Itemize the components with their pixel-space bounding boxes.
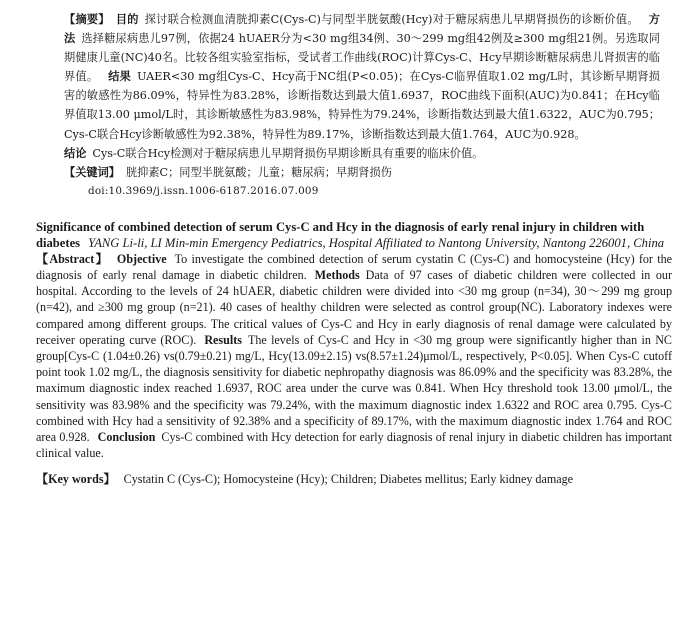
en-conclusion-text: Cys-C combined with Hcy detection for early diagnosis of renal injury in diabetic children has important clinical value.	[36, 430, 672, 461]
en-keywords	[36, 471, 672, 487]
english-title: Significance of combined detection of serum Cys-C and Hcy in the diagnosis of early renal injury in children with diabetes	[36, 219, 645, 250]
cn-objective-text: 探讨联合检测血清胱抑素C(Cys-C)与同型半胱氨酸(Hcy)对于糖尿病患儿早期肾损伤的诊断价值。	[144, 13, 639, 26]
cn-keywords-label: 【关键词】	[64, 165, 120, 179]
chinese-abstract	[64, 10, 660, 182]
en-results-text: The levels of Cys-C and Hcy in <30 mg group were significantly higher than in NC group[Cys-C (1.04±0.26) vs(0.79±0.21) mg/L, Hcy(13.09±2.15) vs(8.57±1.24)μmol/L, respectively, P<0.05]. When Cys-C cutoff point took 1.02 mg/L, the diagnosis sensitivity for diabetic nephropathy diagnosis was 86.09% and the specificity was 83.28%, the maximum diagnostic index reached 1.6937, ROC area under the curve was 0.841. When Hcy threshold took 13.00 μmol/L, the sensitivity was 83.98% and the specificity was 79.24%, with the maximum diagnostic index 1.6322 and ROC area 0.795. Cys-C combined with Hcy had a sensitivity of 92.38% and a specificity of 89.17%, with the maximum diagnostic index 1.764 and ROC area 0.928.	[36, 332, 673, 445]
english-abstract	[36, 251, 672, 488]
cn-objective-label: 目的	[115, 13, 139, 26]
en-methods-label: Methods	[314, 268, 360, 283]
en-conclusion-label: Conclusion	[97, 430, 156, 445]
en-keywords-text: Cystatin C (Cys-C); Homocysteine (Hcy); Children; Diabetes mellitus; Early kidney damage	[123, 472, 574, 487]
english-title-block	[36, 219, 672, 251]
en-abstract-label: 【Abstract】	[36, 251, 109, 266]
en-keywords-label: 【Key words】	[36, 472, 116, 487]
en-objective-label: Objective	[116, 251, 167, 266]
cn-methods-text: 选择糖尿病患儿97例，依据24 hUAER分为<30 mg组34例、30～299 mg组42例及≥300 mg组21例。另选取同期健康儿童(NC)40名。比较各组实验室指标，受试者工作曲线(ROC)计算Cys-C、Hcy早期诊断糖尿病患儿肾损害的临界值。	[64, 32, 660, 84]
cn-keywords-text: 胱抑素C；同型半胱氨酸；儿童；糖尿病；早期肾损伤	[125, 165, 392, 179]
en-objective-text: To investigate the combined detection of serum cystatin C (Cys-C) and homocysteine (Hcy) for the diagnosis of early renal damage in diabetic children.	[36, 251, 672, 283]
cn-results-label: 结果	[108, 70, 132, 84]
cn-conclusion-text: Cys-C联合Hcy检测对于糖尿病患儿早期肾损伤早期诊断具有重要的临床价值。	[92, 146, 484, 160]
cn-abstract-label: 【摘要】	[64, 13, 110, 26]
cn-conclusion-label: 结论	[64, 146, 87, 160]
english-authors: YANG Li-li, LI Min-min Emergency Pediatrics, Hospital Affiliated to Nantong University, Nantong 226001, China	[88, 235, 665, 250]
doi: doi:10.3969/j.issn.1006-6187.2016.07.009	[88, 184, 319, 197]
cn-methods-label: 方法	[64, 13, 660, 46]
en-results-label: Results	[204, 332, 242, 347]
en-methods-text: Data of 97 cases of diabetic children were collected in our hospital. According to the levels of 24 hUAER, diabetic children were divided into <30 mg group (n=34), 30～299 mg group (n=42), and ≥300 mg group (n=21). 40 cases of healthy children were selected as control group(NC). Laboratory indexes were compared among different groups. The critical values of Cys-C and Hcy in early diagnosis of renal damage were calculated by receiver operating curve (ROC).	[36, 268, 672, 347]
cn-results-text: UAER<30 mg组Cys-C、Hcy高于NC组(P<0.05)；在Cys-C临界值取1.02 mg/L时，其诊断早期肾损害的敏感性为86.09%，特异性为83.28%，诊断指数达到最大值1.6937，ROC曲线下面积(AUC)为0.841；在Hcy临界值取13.00 μmol/L时，其诊断敏感性为83.98%，特异性为79.24%，诊断指数达到最大值1.6322，AUC为0.795；Cys-C联合Hcy诊断敏感性为92.38%，特异性为89.17%，诊断指数达到最大值1.764，AUC为0.928。	[64, 70, 660, 141]
cn-keywords	[64, 163, 660, 182]
